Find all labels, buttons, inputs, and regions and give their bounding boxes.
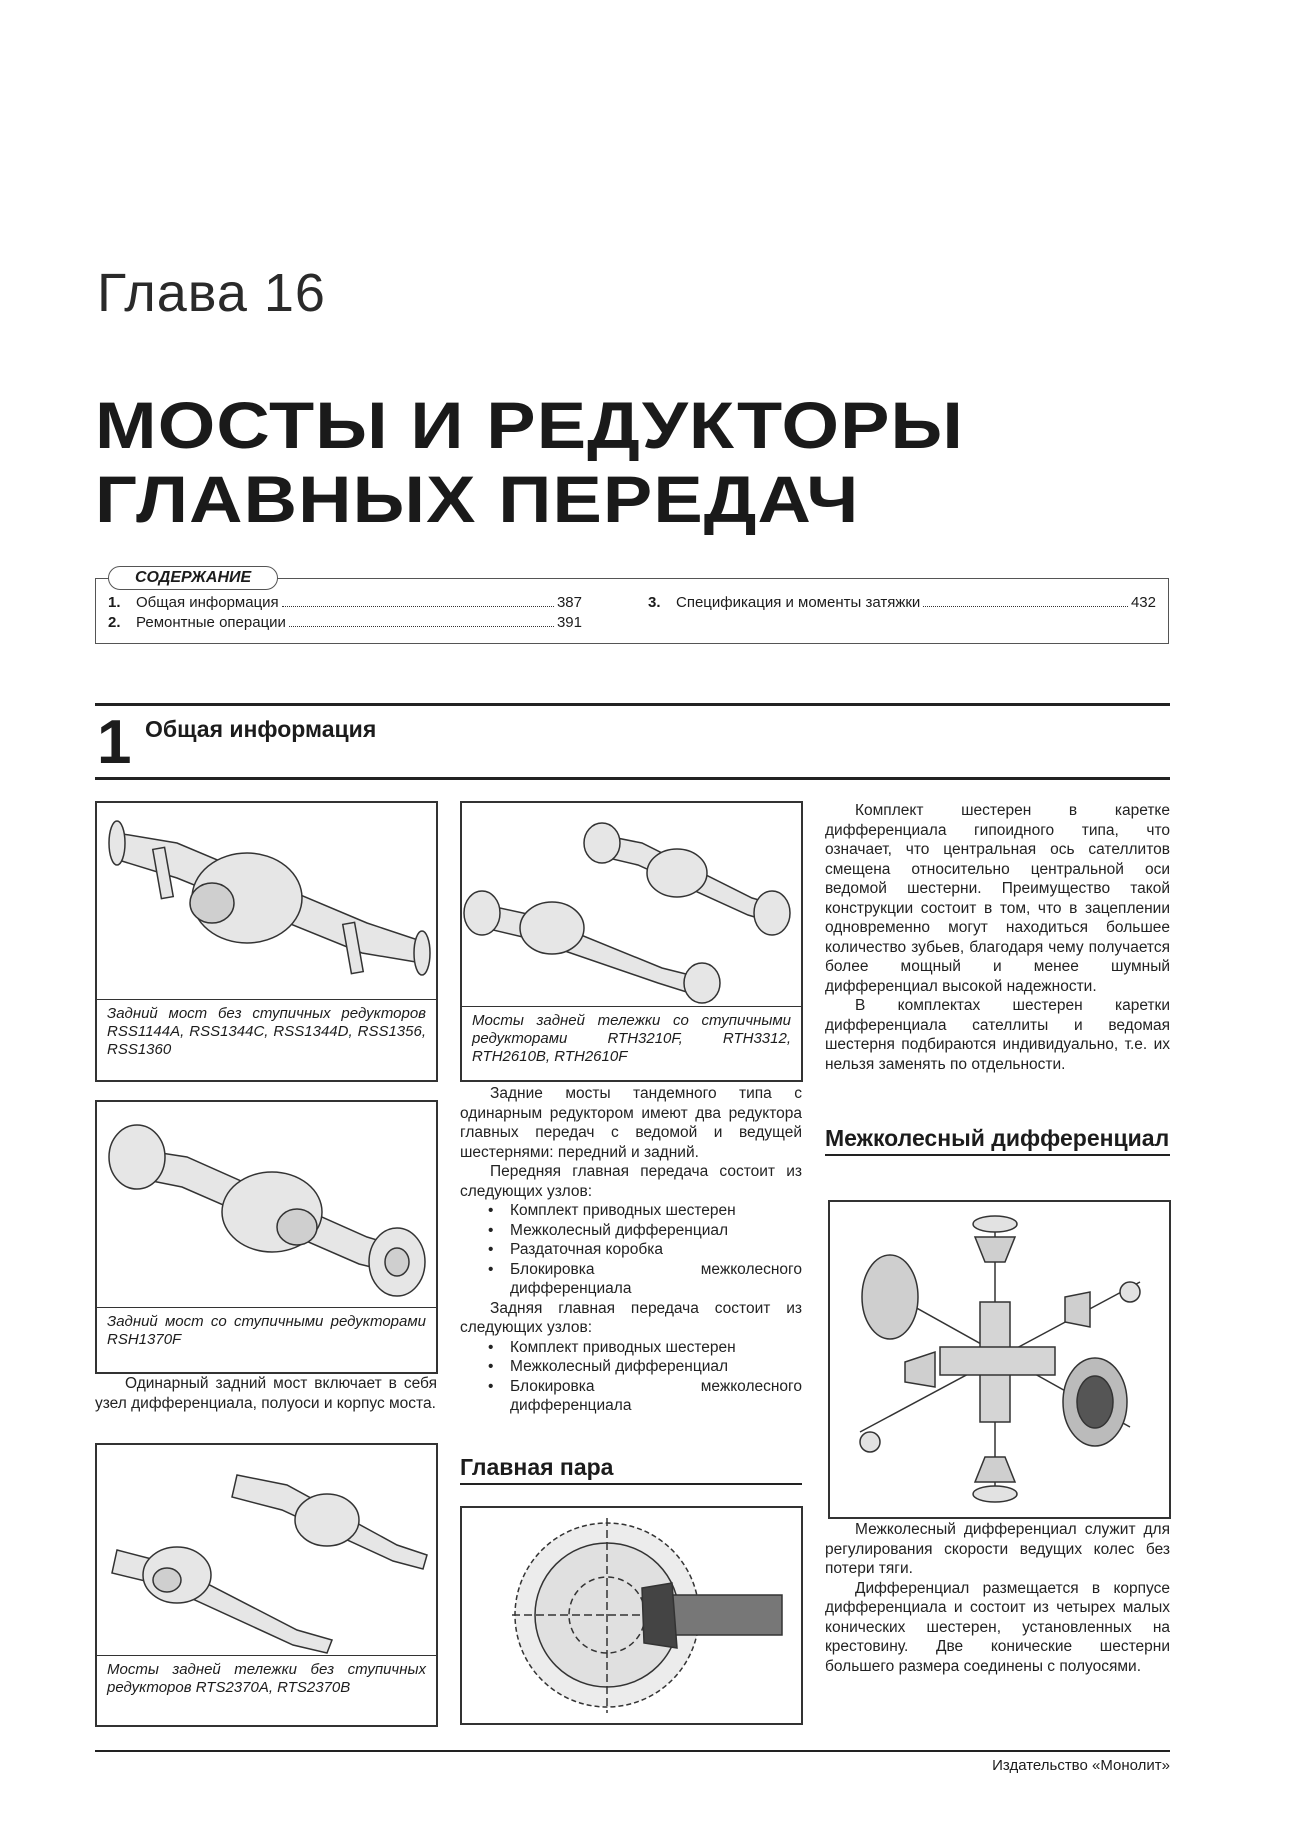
rear-axle-hub-illustration [97, 1102, 436, 1307]
chapter-title-line-2: ГЛАВНЫХ ПЕРЕДАЧ [95, 462, 860, 536]
contents-item-text: Спецификация и моменты затяжки [676, 594, 921, 611]
contents-item-page: 387 [556, 594, 582, 611]
contents-item-number: 3. [648, 594, 661, 611]
publisher-footer: Издательство «Монолит» [992, 1757, 1170, 1774]
list-item: • Комплект приводных шестерен [488, 1338, 802, 1358]
contents-label: СОДЕРЖАНИЕ [108, 566, 278, 590]
contents-leader-dots [923, 606, 1128, 607]
rear-bogie-hub-illustration [462, 803, 801, 1006]
paragraph: Комплект шестерен в каретке дифференциала гипоидного типа, что означает, что центральная ось сателлитов смещена относительно центральной оси ведомой шестерни. Преимущество такой конструкции состоит в том, что в зацеплении одновременно могут находиться большее количество зубьев, благодаря чему получается более мощный и менее шумный дифференциал высокой надежности. [825, 802, 1170, 995]
section-title: Общая информация [145, 716, 377, 742]
paragraph: Передняя главная передача состоит из следующих узлов: [460, 1163, 802, 1200]
list-item: • Блокировка межколесного дифференциала [488, 1260, 802, 1299]
paragraph: Одинарный задний мост включает в себя узел дифференциала, полуоси и корпус моста. [95, 1375, 437, 1412]
paragraph: Задние мосты тандемного типа с одинарным редуктором имеют два редуктора главных передач с ведомой и ведущей шестернями: передний и задний. [460, 1085, 802, 1161]
list [460, 1338, 802, 1416]
figure-differential [828, 1200, 1171, 1519]
figure-rear-axle-2 [95, 1100, 438, 1374]
contents-leader-dots [289, 626, 554, 627]
column-3-text [825, 801, 1170, 1074]
column-2-text [460, 1084, 802, 1416]
differential-illustration [830, 1202, 1169, 1517]
column-3-text-bottom [825, 1520, 1170, 1676]
section-number: 1 [97, 708, 132, 777]
chapter-label: Глава 16 [97, 263, 326, 323]
contents-item-text: Общая информация [136, 594, 279, 611]
list-item: • Раздаточная коробка [488, 1240, 802, 1260]
main-gear-illustration [462, 1508, 801, 1723]
figure-caption: Задний мост без ступичных редукторов RSS1144A, RSS1344C, RSS1344D, RSS1356, RSS1360 [97, 999, 436, 1064]
contents-item[interactable] [108, 594, 582, 611]
figure-main-gear [460, 1506, 803, 1725]
rear-bogie-axles-illustration [97, 1445, 436, 1655]
list-item: • Комплект приводных шестерен [488, 1201, 802, 1221]
rear-axle-illustration [97, 803, 436, 999]
paragraph: В комплектах шестерен каретки дифференциала сателлиты и ведомая шестерня подбираются индивидуально, т.е. их нельзя заменять по отдельности. [825, 997, 1170, 1073]
section-bottom-rule [95, 777, 1170, 780]
contents-item-page: 432 [1130, 594, 1156, 611]
paragraph: Дифференциал размещается в корпусе дифференциала и состоит из четырех малых конических шестерен, установленных на крестовину. Две конические шестерни большего размера соединены с полуосями. [825, 1579, 1170, 1675]
contents-item[interactable] [648, 594, 1156, 611]
list-item: • Блокировка межколесного дифференциала [488, 1377, 802, 1416]
contents-leader-dots [282, 606, 554, 607]
section-top-rule [95, 703, 1170, 706]
contents-column-right [648, 594, 1156, 611]
list [460, 1201, 802, 1299]
subheading-differential: Межколесный дифференциал [825, 1125, 1170, 1156]
figure-rear-bogie-1 [95, 1443, 438, 1727]
figure-caption: Задний мост со ступичными редукторами RSH1370F [97, 1307, 436, 1354]
contents-item-number: 2. [108, 614, 121, 631]
contents-item-number: 1. [108, 594, 121, 611]
chapter-title-line-1: МОСТЫ И РЕДУКТОРЫ [95, 388, 964, 462]
contents-item-page: 391 [556, 614, 582, 631]
list-item: • Межколесный дифференциал [488, 1221, 802, 1241]
subheading-main-gear: Главная пара [460, 1454, 802, 1485]
figure-caption: Мосты задней тележки со ступичными редукторами RTH3210F, RTH3312, RTH2610B, RTH2610F [462, 1006, 801, 1071]
column-1-text [95, 1374, 437, 1413]
list-item: • Межколесный дифференциал [488, 1357, 802, 1377]
chapter-title [95, 388, 964, 536]
paragraph: Задняя главная передача состоит из следующих узлов: [460, 1299, 802, 1336]
contents-item-text: Ремонтные операции [136, 614, 286, 631]
contents-item[interactable] [108, 614, 582, 631]
contents-column-left [108, 594, 582, 631]
paragraph: Межколесный дифференциал служит для регулирования скорости ведущих колес без потери тяги. [825, 1521, 1170, 1577]
figure-rear-axle-1 [95, 801, 438, 1082]
figure-rear-bogie-2 [460, 801, 803, 1082]
footer-rule [95, 1750, 1170, 1752]
figure-caption: Мосты задней тележки без ступичных редукторов RTS2370A, RTS2370B [97, 1655, 436, 1702]
